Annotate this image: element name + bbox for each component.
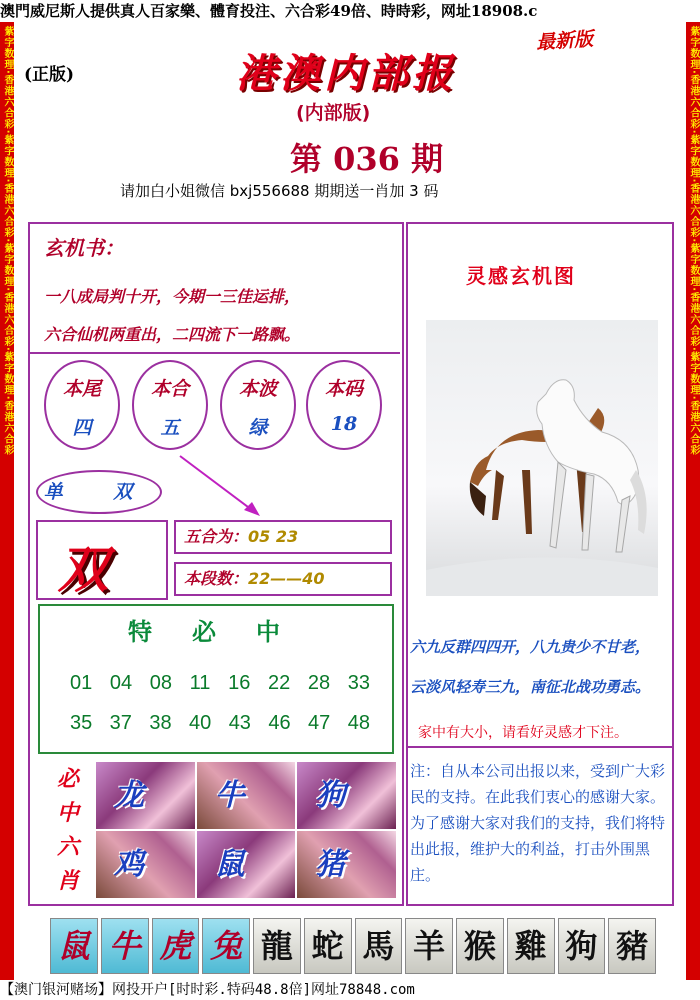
range-label: 本段数：	[184, 569, 249, 588]
zodiac-tile: 虎	[152, 918, 200, 974]
tip-oval	[132, 360, 208, 450]
zodiac-tile: 豬	[608, 918, 656, 974]
tip-key: 本尾	[62, 378, 101, 400]
number: 01	[70, 672, 93, 694]
zodiac-pick: 鸡	[114, 847, 144, 882]
zodiac-pick: 猪	[315, 847, 346, 882]
left-decorative-border	[0, 22, 14, 980]
tip-value: 绿	[248, 417, 268, 439]
sure-char: 六	[56, 834, 79, 860]
sure-char: 中	[56, 800, 79, 826]
zodiac-photo-grid	[96, 762, 396, 898]
big-pick: 双	[58, 540, 108, 599]
sure-char: 肖	[56, 868, 79, 894]
number: 48	[347, 712, 370, 734]
number-row	[70, 672, 370, 695]
inspiration-title: 灵感玄机图	[466, 264, 576, 288]
wechat-promo: 请加白小姐微信 bxj556688 期期送一肖加 3 码	[120, 182, 439, 200]
number: 04	[109, 672, 133, 694]
top-marquee[interactable]: 澳門威尼斯人提供真人百家樂、體育投注、六合彩49倍、時時彩，网址18908.c	[0, 2, 538, 20]
masthead-title: 港澳内部报	[236, 50, 456, 97]
issue-number: 第 036 期	[290, 140, 444, 178]
number: 08	[149, 672, 173, 694]
number: 35	[70, 712, 93, 734]
tip-value: 五	[160, 417, 180, 439]
zodiac-pick: 龙	[114, 778, 144, 813]
left-border-text: 紫字数理·香港六合彩·紫字数理·香港六合彩·紫字数理·香港六合彩·紫字数理·香港六合彩	[2, 26, 13, 456]
zodiac-tile: 蛇	[304, 918, 352, 974]
five-combo-value: 05 23	[248, 527, 299, 546]
zodiac-tiles	[50, 918, 656, 974]
sure-six-label	[48, 762, 88, 898]
tip-value: 四	[72, 417, 92, 439]
masthead-subtitle: (内部版)	[296, 102, 371, 124]
number: 16	[228, 672, 251, 694]
publisher-notice: 注：自从本公司出报以来，受到广大彩民的支持。在此我们衷心的感谢大家。为了感谢大家对我们的支持，我们将特出此报，维护大的利益，打击外围黑庄。	[410, 762, 666, 884]
zodiac-photo	[197, 762, 296, 829]
tip-key: 本合	[150, 378, 189, 400]
zodiac-pick: 牛	[214, 778, 245, 813]
zodiac-tile: 兔	[202, 918, 250, 974]
number: 11	[189, 672, 211, 694]
zodiac-pick: 鼠	[214, 847, 245, 882]
bottom-marquee[interactable]: 【澳门银河赌场】网投开户[时时彩.特码48.8倍]网址78848.com	[0, 982, 415, 998]
number: 37	[109, 712, 132, 734]
zodiac-tile: 龍	[253, 918, 301, 974]
latest-edition-label: 最新版	[535, 28, 594, 54]
zodiac-photo	[96, 831, 195, 898]
number: 38	[149, 712, 172, 734]
zodiac-tile: 雞	[507, 918, 555, 974]
right-border-text: 紫字数理·香港六合彩·紫字数理·香港六合彩·紫字数理·香港六合彩·紫字数理·香港六合彩	[688, 26, 699, 456]
horses-painting	[426, 320, 658, 596]
five-combo-box	[174, 520, 392, 554]
special-title: 特必中	[128, 617, 320, 646]
edition-label: (正版)	[24, 65, 75, 85]
range-box	[174, 562, 392, 596]
zodiac-photo	[197, 831, 296, 898]
zodiac-tile: 鼠	[50, 918, 98, 974]
arrow-icon	[176, 452, 266, 522]
tip-oval	[220, 360, 296, 450]
number: 28	[307, 672, 331, 694]
tip-key: 本波	[238, 378, 277, 400]
verse-line: 六九反群四四开，八九贵少不甘老，	[410, 638, 651, 656]
verse-line: 云淡风轻寿三九，南征北战功勇志。	[410, 678, 651, 696]
number: 47	[308, 712, 331, 734]
number: 43	[228, 712, 251, 734]
number: 40	[189, 712, 212, 734]
zodiac-tile: 狗	[558, 918, 606, 974]
tip-key: 本码	[324, 378, 363, 400]
zodiac-tile: 馬	[355, 918, 403, 974]
zodiac-photo	[297, 762, 396, 829]
zodiac-tile: 猴	[456, 918, 504, 974]
number-row	[70, 712, 370, 735]
number: 46	[268, 712, 291, 734]
number: 33	[347, 672, 370, 694]
divider	[30, 352, 400, 354]
oracle-line: 六合仙机两重出，二四流下一路飘。	[44, 325, 301, 344]
sure-char: 必	[56, 766, 79, 792]
divider	[408, 746, 674, 748]
tip-oval	[44, 360, 120, 450]
zodiac-photo	[297, 831, 396, 898]
oracle-line: 一八成局判十开，今期一三佳运排，	[44, 287, 301, 306]
tip-value: 18	[330, 413, 358, 435]
inspiration-hint: 家中有大小，请看好灵感才下注。	[418, 725, 628, 741]
number: 22	[267, 672, 291, 694]
zodiac-tile: 牛	[101, 918, 149, 974]
oracle-title: 玄机书：	[44, 236, 124, 260]
zodiac-photo	[96, 762, 195, 829]
right-decorative-border	[686, 22, 700, 980]
range-value: 22——40	[248, 569, 325, 588]
tip-oval	[306, 360, 382, 450]
five-combo-label: 五合为：	[184, 527, 249, 546]
zodiac-tile: 羊	[405, 918, 453, 974]
odd-even-badge: 单 双	[36, 470, 162, 514]
zodiac-pick: 狗	[315, 778, 346, 813]
horse-icon	[426, 320, 658, 596]
